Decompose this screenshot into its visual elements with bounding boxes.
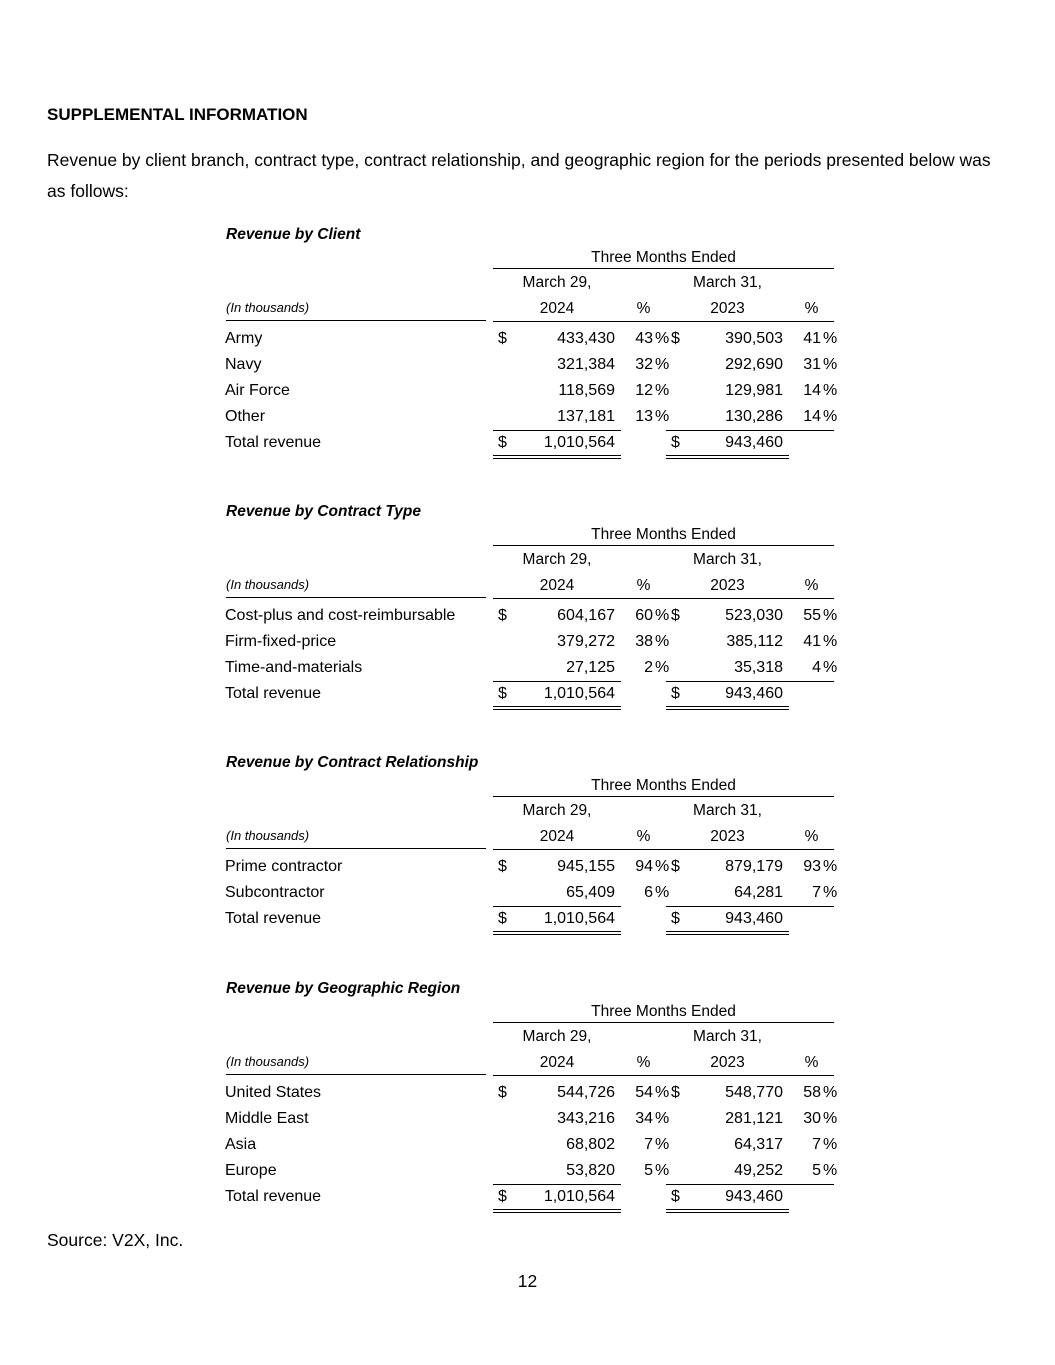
units-label: (In thousands): [226, 299, 486, 321]
column-date-current: March 29,: [522, 802, 592, 819]
percent-sign-prior: %: [823, 356, 838, 373]
column-year-prior: 2023: [710, 300, 745, 317]
value-prior: 943,460: [725, 685, 783, 702]
percent-current: 43: [635, 330, 653, 347]
total-row: [225, 1184, 845, 1210]
value-current: 1,010,564: [543, 910, 615, 927]
percent-sign-current: %: [655, 884, 670, 901]
currency-symbol-prior: $: [671, 685, 680, 702]
header-rule: [493, 849, 834, 850]
column-percent-current: %: [636, 577, 651, 594]
percent-sign-prior: %: [823, 1162, 838, 1179]
subtotal-rule-current: [493, 906, 621, 907]
value-current: 544,726: [557, 1084, 615, 1101]
subtotal-rule-current: [493, 681, 621, 682]
column-date-prior: March 31,: [693, 551, 762, 568]
section-title: Revenue by Contract Type: [226, 503, 421, 520]
value-current: 118,569: [558, 382, 615, 399]
percent-current: 13: [635, 408, 653, 425]
percent-current: 12: [635, 382, 653, 399]
percent-sign-prior: %: [823, 1084, 838, 1101]
percent-prior: 14: [803, 408, 821, 425]
subtotal-rule-current: [493, 1184, 621, 1185]
table-row: [225, 603, 845, 629]
value-prior: 49,252: [734, 1162, 783, 1179]
value-prior: 943,460: [725, 434, 783, 451]
row-label: Army: [225, 330, 263, 347]
total-double-rule-current: [493, 1209, 621, 1213]
column-date-prior: March 31,: [693, 1028, 762, 1045]
value-prior: 64,317: [734, 1136, 783, 1153]
table-row: [225, 880, 845, 906]
percent-sign-current: %: [655, 408, 670, 425]
row-label: Prime contractor: [225, 858, 343, 875]
percent-sign-prior: %: [823, 1110, 838, 1127]
currency-symbol-current: $: [498, 858, 507, 875]
percent-sign-current: %: [655, 1110, 670, 1127]
column-date-current: March 29,: [522, 274, 592, 291]
percent-prior: 55: [803, 607, 821, 624]
percent-sign-prior: %: [823, 884, 838, 901]
currency-symbol-current: $: [498, 685, 507, 702]
percent-prior: 93: [803, 858, 821, 875]
total-double-rule-current: [493, 931, 621, 935]
currency-symbol-current: $: [498, 1188, 507, 1205]
column-percent-prior: %: [804, 828, 819, 845]
units-label: (In thousands): [226, 576, 486, 598]
units-label: (In thousands): [226, 827, 486, 849]
value-prior: 385,112: [726, 633, 783, 650]
total-row: [225, 906, 845, 932]
currency-symbol-current: $: [498, 330, 507, 347]
value-current: 321,384: [557, 356, 615, 373]
row-label: Europe: [225, 1162, 277, 1179]
percent-sign-current: %: [655, 607, 670, 624]
column-group-header: Three Months Ended: [493, 776, 834, 797]
row-label: Middle East: [225, 1110, 309, 1127]
currency-symbol-current: $: [498, 1084, 507, 1101]
column-date-current: March 29,: [522, 1028, 592, 1045]
value-current: 604,167: [557, 607, 615, 624]
column-percent-prior: %: [804, 1054, 819, 1071]
row-label: Cost-plus and cost-reimbursable: [225, 607, 456, 624]
table-row: [225, 629, 845, 655]
total-double-rule-current: [493, 706, 621, 710]
row-label: Subcontractor: [225, 884, 325, 901]
currency-symbol-prior: $: [671, 910, 680, 927]
currency-symbol-prior: $: [671, 330, 680, 347]
section-title: Revenue by Geographic Region: [226, 980, 461, 997]
percent-current: 54: [635, 1084, 653, 1101]
column-year-prior: 2023: [710, 577, 745, 594]
total-double-rule-current: [493, 455, 621, 459]
table-row: [225, 1132, 845, 1158]
row-label: Total revenue: [225, 1188, 322, 1205]
total-row: [225, 681, 845, 707]
column-date-prior: March 31,: [693, 274, 762, 291]
percent-prior: 41: [803, 330, 821, 347]
row-label: Firm-fixed-price: [225, 633, 337, 650]
table-row: [225, 326, 845, 352]
percent-current: 34: [635, 1110, 653, 1127]
row-label: Total revenue: [225, 910, 322, 927]
value-prior: 35,318: [734, 659, 783, 676]
percent-current: 5: [644, 1162, 653, 1179]
row-label: Total revenue: [225, 434, 322, 451]
percent-current: 38: [635, 633, 653, 650]
column-percent-current: %: [636, 300, 651, 317]
column-percent-current: %: [636, 1054, 651, 1071]
column-percent-prior: %: [804, 300, 819, 317]
currency-symbol-prior: $: [671, 1188, 680, 1205]
value-current: 1,010,564: [543, 434, 615, 451]
header-rule: [493, 1075, 834, 1076]
percent-sign-prior: %: [823, 382, 838, 399]
section-title: Revenue by Client: [226, 226, 361, 243]
header-rule: [493, 598, 834, 599]
intro-paragraph: Revenue by client branch, contract type, contract relationship, and geographic region for the periods presented below was as follows:: [47, 150, 991, 201]
percent-sign-current: %: [655, 382, 670, 399]
percent-prior: 30: [803, 1110, 821, 1127]
value-prior: 292,690: [725, 356, 783, 373]
percent-sign-prior: %: [823, 1136, 838, 1153]
column-group-header: Three Months Ended: [493, 248, 834, 269]
percent-sign-current: %: [655, 330, 670, 347]
column-year-current: 2024: [539, 577, 575, 594]
table-row: [225, 655, 845, 681]
table-row: [225, 1106, 845, 1132]
value-current: 27,125: [566, 659, 615, 676]
currency-symbol-current: $: [498, 607, 507, 624]
currency-symbol-current: $: [498, 434, 507, 451]
percent-sign-current: %: [655, 858, 670, 875]
currency-symbol-prior: $: [671, 1084, 680, 1101]
subtotal-rule-prior: [666, 681, 834, 682]
table-row: [225, 1158, 845, 1184]
percent-prior: 31: [803, 356, 821, 373]
subtotal-rule-prior: [666, 430, 834, 431]
percent-prior: 7: [812, 884, 821, 901]
percent-sign-current: %: [655, 659, 670, 676]
row-label: Other: [225, 408, 266, 425]
percent-sign-current: %: [655, 1084, 670, 1101]
percent-sign-prior: %: [823, 659, 838, 676]
percent-prior: 5: [812, 1162, 821, 1179]
table-row: [225, 404, 845, 430]
total-row: [225, 430, 845, 456]
column-date-prior: March 31,: [693, 802, 762, 819]
value-prior: 281,121: [725, 1110, 783, 1127]
column-year-current: 2024: [539, 1054, 575, 1071]
source-line: Source: V2X, Inc.: [47, 1230, 184, 1250]
row-label: United States: [225, 1084, 322, 1101]
value-current: 68,802: [566, 1136, 615, 1153]
percent-sign-current: %: [655, 356, 670, 373]
currency-symbol-prior: $: [671, 607, 680, 624]
row-label: Asia: [225, 1136, 257, 1153]
percent-sign-prior: %: [823, 858, 838, 875]
value-prior: 943,460: [725, 1188, 783, 1205]
total-double-rule-prior: [666, 931, 789, 935]
total-double-rule-prior: [666, 1209, 789, 1213]
value-prior: 64,281: [734, 884, 783, 901]
percent-sign-prior: %: [823, 330, 838, 347]
column-year-prior: 2023: [710, 1054, 745, 1071]
column-year-current: 2024: [539, 828, 575, 845]
value-prior: 879,179: [725, 858, 783, 875]
percent-prior: 7: [812, 1136, 821, 1153]
row-label: Navy: [225, 356, 262, 373]
column-year-current: 2024: [539, 300, 575, 317]
column-year-prior: 2023: [710, 828, 745, 845]
subtotal-rule-current: [493, 430, 621, 431]
value-current: 137,181: [557, 408, 615, 425]
page-number: 12: [517, 1271, 538, 1291]
header-rule: [493, 321, 834, 322]
units-label: (In thousands): [226, 1053, 486, 1075]
column-group-header: Three Months Ended: [493, 1002, 834, 1023]
value-prior: 390,503: [725, 330, 783, 347]
total-double-rule-prior: [666, 455, 789, 459]
value-prior: 548,770: [725, 1084, 783, 1101]
percent-prior: 41: [803, 633, 821, 650]
total-double-rule-prior: [666, 706, 789, 710]
value-current: 433,430: [557, 330, 615, 347]
row-label: Air Force: [225, 382, 290, 399]
table-row: [225, 378, 845, 404]
percent-prior: 58: [803, 1084, 821, 1101]
percent-current: 32: [635, 356, 653, 373]
column-percent-prior: %: [804, 577, 819, 594]
percent-current: 7: [644, 1136, 653, 1153]
column-percent-current: %: [636, 828, 651, 845]
percent-current: 6: [644, 884, 653, 901]
value-current: 1,010,564: [543, 685, 615, 702]
value-prior: 523,030: [725, 607, 783, 624]
currency-symbol-current: $: [498, 910, 507, 927]
subtotal-rule-prior: [666, 1184, 834, 1185]
value-prior: 130,286: [725, 408, 783, 425]
value-current: 65,409: [566, 884, 615, 901]
row-label: Total revenue: [225, 685, 322, 702]
percent-sign-prior: %: [823, 408, 838, 425]
value-prior: 943,460: [725, 910, 783, 927]
currency-symbol-prior: $: [671, 434, 680, 451]
page-heading: SUPPLEMENTAL INFORMATION: [47, 105, 308, 124]
value-current: 1,010,564: [543, 1188, 615, 1205]
value-prior: 129,981: [725, 382, 783, 399]
table-row: [225, 854, 845, 880]
percent-prior: 4: [812, 659, 821, 676]
subtotal-rule-prior: [666, 906, 834, 907]
percent-current: 2: [644, 659, 653, 676]
value-current: 343,216: [557, 1110, 615, 1127]
currency-symbol-prior: $: [671, 858, 680, 875]
percent-current: 94: [635, 858, 653, 875]
column-group-header: Three Months Ended: [493, 525, 834, 546]
percent-sign-current: %: [655, 633, 670, 650]
percent-sign-current: %: [655, 1136, 670, 1153]
table-row: [225, 1080, 845, 1106]
table-row: [225, 352, 845, 378]
percent-current: 60: [635, 607, 653, 624]
percent-sign-current: %: [655, 1162, 670, 1179]
percent-sign-prior: %: [823, 633, 838, 650]
value-current: 379,272: [557, 633, 615, 650]
value-current: 53,820: [566, 1162, 615, 1179]
row-label: Time-and-materials: [225, 659, 363, 676]
value-current: 945,155: [557, 858, 615, 875]
section-title: Revenue by Contract Relationship: [226, 754, 479, 771]
percent-prior: 14: [803, 382, 821, 399]
column-date-current: March 29,: [522, 551, 592, 568]
percent-sign-prior: %: [823, 607, 838, 624]
